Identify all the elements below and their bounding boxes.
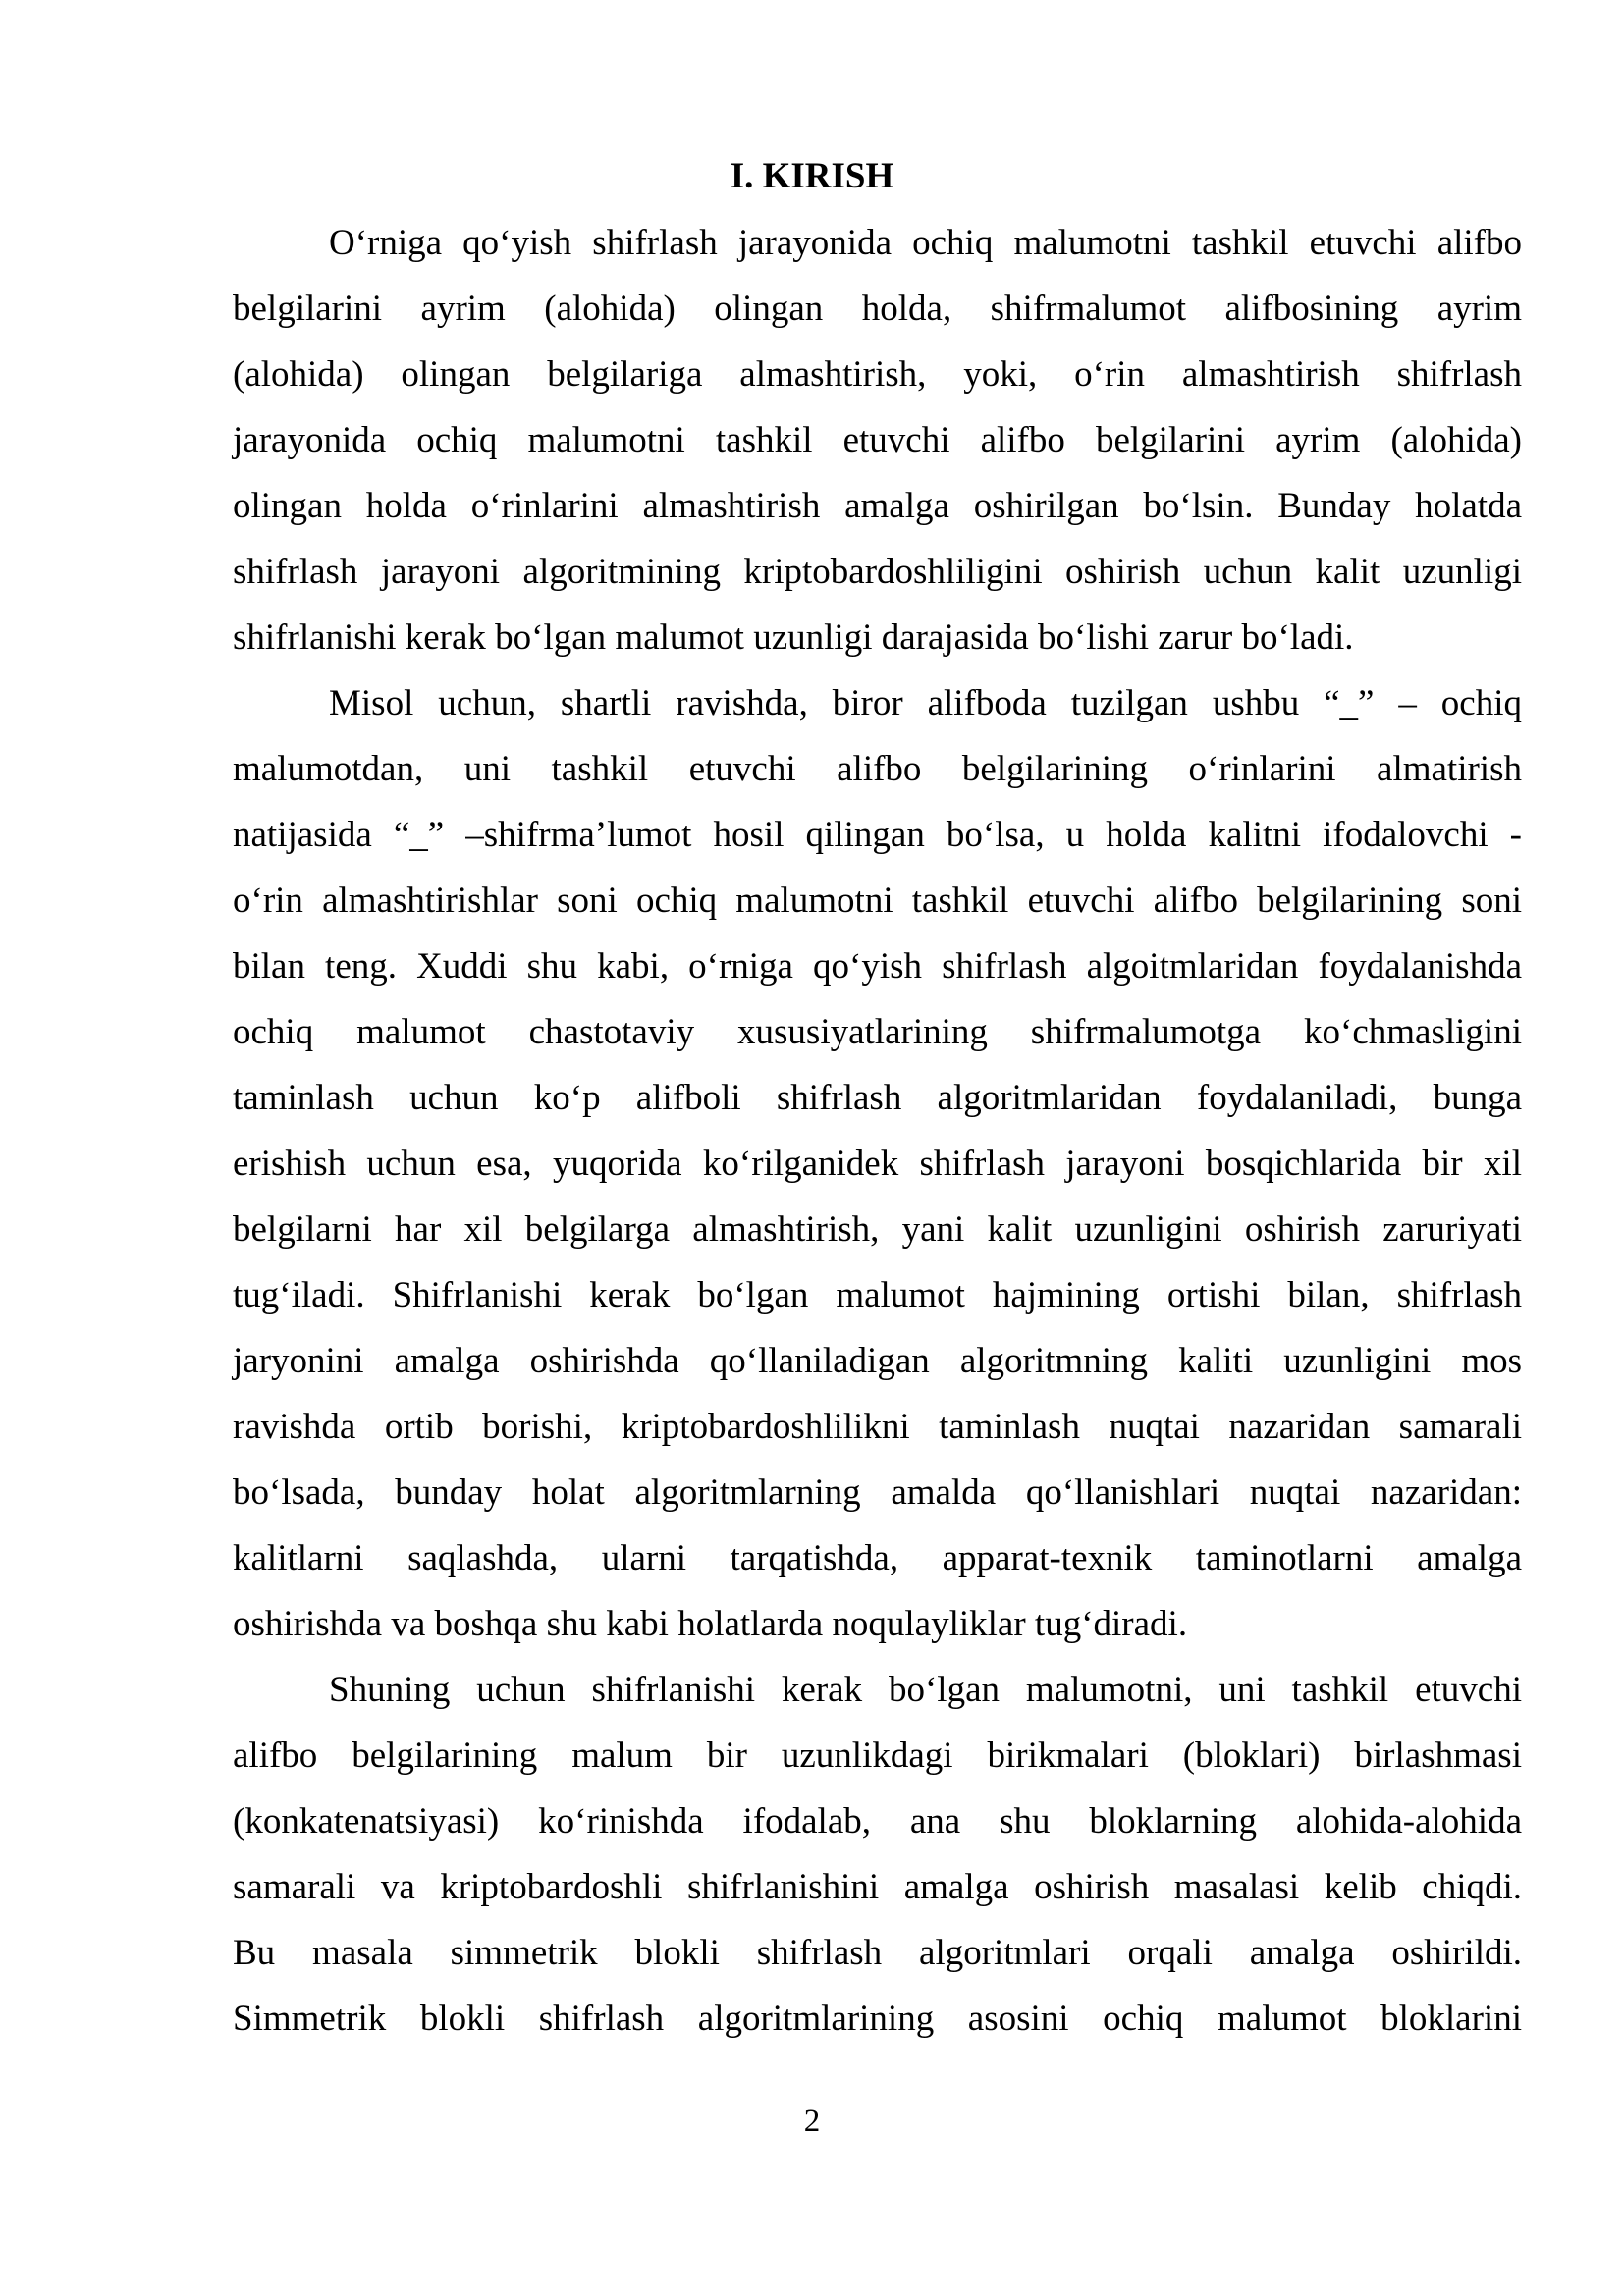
paragraph-2-line-2: malumotdan, uni tashkil etuvchi alifbo belgilarining o‘rinlarini almatirish	[233, 749, 1522, 789]
paragraph-1-line-1: O‘rniga qo‘yish shifrlash jarayonida ochiq malumotni tashkil etuvchi alifbo	[329, 223, 1522, 263]
paragraph-1-line-7: shifrlanishi kerak bo‘lgan malumot uzunligi darajasida bo‘lishi zarur bo‘ladi.	[233, 617, 1354, 658]
paragraph-2-line-10: tug‘iladi. Shifrlanishi kerak bo‘lgan malumot hajmining ortishi bilan, shifrlash	[233, 1275, 1522, 1315]
paragraph-1-line-4: jarayonida ochiq malumotni tashkil etuvchi alifbo belgilarini ayrim (alohida)	[233, 420, 1522, 460]
paragraph-3-line-6: Simmetrik blokli shifrlash algoritmlarining asosini ochiq malumot bloklarini	[233, 1999, 1522, 2039]
page-number: 2	[803, 2104, 821, 2139]
paragraph-1-line-6: shifrlash jarayoni algoritmining kriptobardoshliligini oshirish uchun kalit uzunligi	[233, 552, 1522, 592]
paragraph-2-line-13: bo‘lsada, bunday holat algoritmlarning amalda qo‘llanishlari nuqtai nazaridan:	[233, 1472, 1522, 1513]
paragraph-3-line-5: Bu masala simmetrik blokli shifrlash algoritmlari orqali amalga oshirildi.	[233, 1933, 1522, 1973]
paragraph-3-line-4: samarali va kriptobardoshli shifrlanishini amalga oshirish masalasi kelib chiqdi.	[233, 1867, 1522, 1907]
paragraph-1-line-3: (alohida) olingan belgilariga almashtirish, yoki, o‘rin almashtirish shifrlash	[233, 354, 1522, 395]
paragraph-2-line-5: bilan teng. Xuddi shu kabi, o‘rniga qo‘yish shifrlash algoitmlaridan foydalanishda	[233, 946, 1522, 987]
paragraph-3-line-3: (konkatenatsiyasi) ko‘rinishda ifodalab, ana shu bloklarning alohida-alohida	[233, 1801, 1522, 1842]
paragraph-2-line-3: natijasida “_” –shifrma’lumot hosil qilingan bo‘lsa, u holda kalitni ifodalovchi -	[233, 815, 1522, 855]
paragraph-2-line-15: oshirishda va boshqa shu kabi holatlarda noqulayliklar tug‘diradi.	[233, 1604, 1188, 1644]
section-heading: I. KIRISH	[730, 156, 894, 196]
paragraph-2-line-9: belgilarni har xil belgilarga almashtirish, yani kalit uzunligini oshirish zaruriyati	[233, 1209, 1522, 1250]
paragraph-2-line-11: jaryonini amalga oshirishda qo‘llaniladigan algoritmning kaliti uzunligini mos	[233, 1341, 1522, 1381]
paragraph-1-line-5: olingan holda o‘rinlarini almashtirish amalga oshirilgan bo‘lsin. Bunday holatda	[233, 486, 1522, 526]
paragraph-2-line-8: erishish uchun esa, yuqorida ko‘rilganidek shifrlash jarayoni bosqichlarida bir xil	[233, 1144, 1522, 1184]
paragraph-2-line-7: taminlash uchun ko‘p alifboli shifrlash algoritmlaridan foydalaniladi, bunga	[233, 1078, 1522, 1118]
paragraph-2-line-14: kalitlarni saqlashda, ularni tarqatishda, apparat-texnik taminotlarni amalga	[233, 1538, 1522, 1578]
paragraph-2-line-1: Misol uchun, shartli ravishda, biror alifboda tuzilgan ushbu “_” – ochiq	[329, 683, 1522, 723]
paragraph-2-line-6: ochiq malumot chastotaviy xususiyatlarining shifrmalumotga ko‘chmasligini	[233, 1012, 1522, 1052]
paragraph-1-line-2: belgilarini ayrim (alohida) olingan holda, shifrmalumot alifbosining ayrim	[233, 289, 1522, 329]
paragraph-2-line-12: ravishda ortib borishi, kriptobardoshlilikni taminlash nuqtai nazaridan samarali	[233, 1407, 1522, 1447]
paragraph-2-line-4: o‘rin almashtirishlar soni ochiq malumotni tashkil etuvchi alifbo belgilarining soni	[233, 881, 1522, 921]
paragraph-3-line-2: alifbo belgilarining malum bir uzunlikdagi birikmalari (bloklari) birlashmasi	[233, 1735, 1522, 1776]
paragraph-3-line-1: Shuning uchun shifrlanishi kerak bo‘lgan malumotni, uni tashkil etuvchi	[329, 1670, 1522, 1710]
